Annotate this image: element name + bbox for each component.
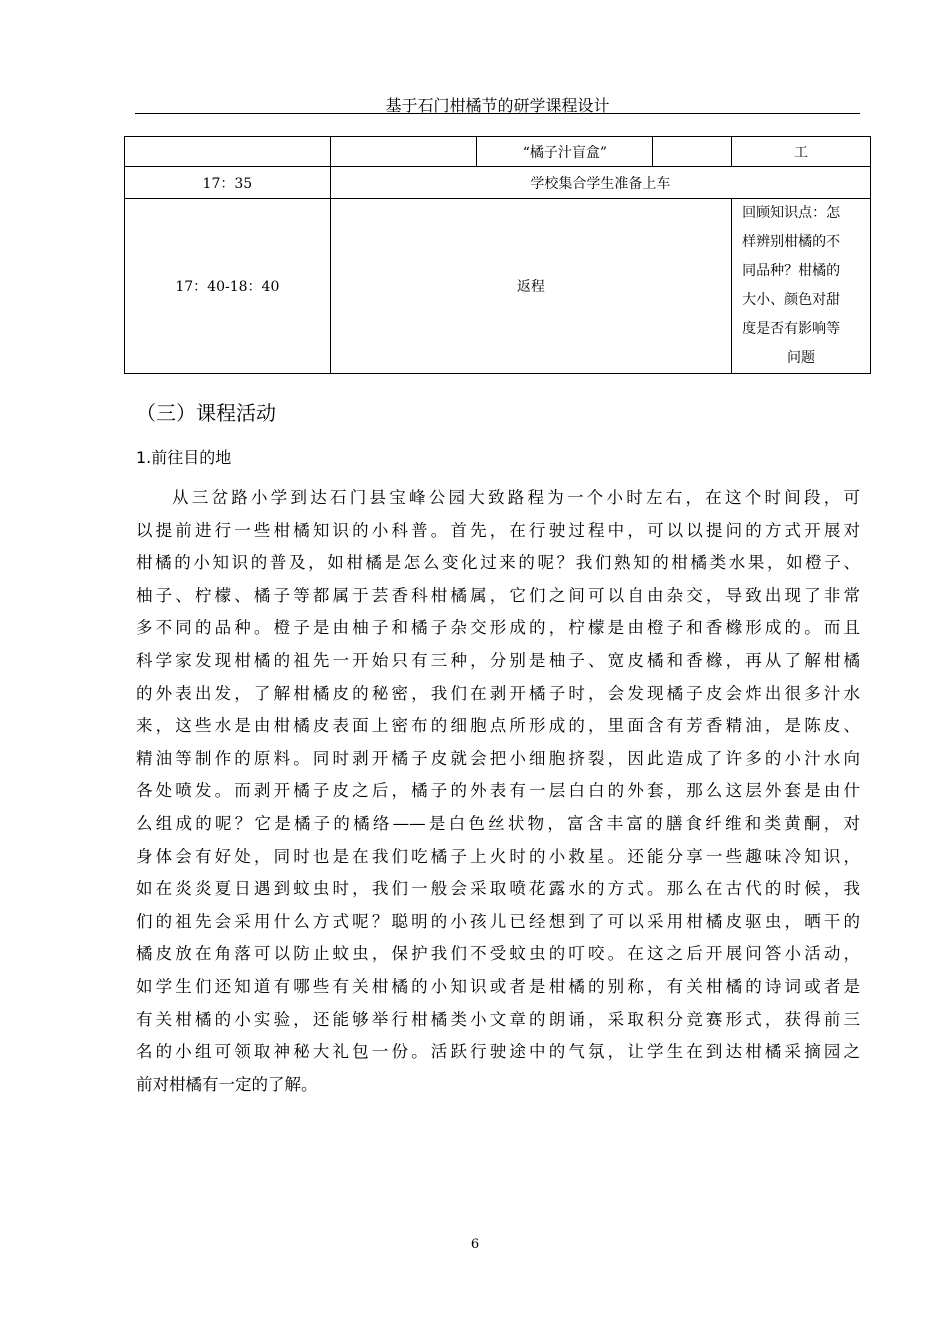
schedule-table xyxy=(124,136,871,374)
subsection-title: 1.前往目的地 xyxy=(136,448,232,467)
paragraph-line: 如学生们还知道有哪些有关柑橘的小知识或者是柑橘的别称，有关柑橘的诗词或者是 xyxy=(136,976,860,996)
table-cell-empty xyxy=(125,137,331,167)
table-cell-notes xyxy=(732,199,871,374)
table-cell-empty xyxy=(330,137,477,167)
paragraph-line: 各处喷发。而剥开橘子皮之后，橘子的外表有一层白白的外套，那么这层外套是由什 xyxy=(136,781,860,801)
paragraph-line: 有关柑橘的小实验，还能够举行柑橘类小文章的朗诵，采取积分竞赛形式，获得前三 xyxy=(136,1009,860,1029)
table-cell-staff: 工 xyxy=(732,137,871,167)
paragraph-line: 科学家发现柑橘的祖先一开始只有三种，分别是柚子、宽皮橘和香橼，再从了解柑橘 xyxy=(136,650,860,670)
table-row xyxy=(125,137,871,167)
table-cell-empty xyxy=(653,137,732,167)
page-number: 6 xyxy=(470,1237,480,1252)
paragraph-line: 的外表出发，了解柑橘皮的秘密，我们在剥开橘子时，会发现橘子皮会炸出很多汁水 xyxy=(136,683,860,703)
paragraph-line: 身体会有好处，同时也是在我们吃橘子上火时的小救星。还能分享一些趣味冷知识， xyxy=(136,846,860,866)
paragraph-line: 多不同的品种。橙子是由柚子和橘子杂交形成的，柠檬是由橙子和香橼形成的。而且 xyxy=(136,618,860,638)
section-title: （三）课程活动 xyxy=(136,401,276,425)
paragraph-line: 橘皮放在角落可以防止蚊虫，保护我们不受蚊虫的叮咬。在这之后开展问答小活动， xyxy=(136,944,860,964)
paragraph-line: 前对柑橘有一定的了解。 xyxy=(136,1074,318,1094)
note-line: 大小、颜色对甜 xyxy=(742,292,841,308)
paragraph-line: 柑橘的小知识的普及，如柑橘是怎么变化过来的呢？我们熟知的柑橘类水果，如橙子、 xyxy=(136,553,860,573)
table-cell-time: 17：40-18：40 xyxy=(125,199,331,374)
paragraph-line: 如在炎炎夏日遇到蚊虫时，我们一般会采取喷花露水的方式。那么在古代的时候，我 xyxy=(136,879,860,899)
paragraph-line: 柚子、柠檬、橘子等都属于芸香科柑橘属，它们之间可以自由杂交，导致出现了非常 xyxy=(136,585,860,605)
paragraph-line: 从三岔路小学到达石门县宝峰公园大致路程为一个小时左右，在这个时间段，可 xyxy=(172,488,860,507)
table-row xyxy=(125,199,871,374)
note-line: 回顾知识点：怎 xyxy=(742,205,841,221)
table-cell-activity: 学校集合学生准备上车 xyxy=(330,167,870,199)
paragraph-line: 来，这些水是由柑橘皮表面上密布的细胞点所形成的，里面含有芳香精油，是陈皮、 xyxy=(136,716,860,736)
paragraph-line: 精油等制作的原料。同时剥开橘子皮就会把小细胞挤裂，因此造成了许多的小汁水向 xyxy=(136,748,860,768)
header-rule xyxy=(135,113,860,114)
paragraph-line: 们的祖先会采用什么方式呢？聪明的小孩儿已经想到了可以采用柑橘皮驱虫，晒干的 xyxy=(136,911,860,931)
note-line: 样辨别柑橘的不 xyxy=(742,234,841,250)
note-line: 同品种？柑橘的 xyxy=(742,263,841,279)
paragraph-line: 名的小组可领取神秘大礼包一份。活跃行驶途中的气氛，让学生在到达柑橘采摘园之 xyxy=(136,1042,860,1062)
table-row xyxy=(125,167,871,199)
table-cell-activity: “橘子汁盲盒” xyxy=(477,137,653,167)
page-header-title: 基于石门柑橘节的研学课程设计 xyxy=(385,96,610,115)
table-cell-activity: 返程 xyxy=(330,199,731,374)
body-paragraph xyxy=(136,482,860,1101)
paragraph-line: 以提前进行一些柑橘知识的小科普。首先，在行驶过程中，可以以提问的方式开展对 xyxy=(136,520,860,540)
table-cell-time: 17：35 xyxy=(125,167,331,199)
note-line: 问题 xyxy=(787,350,816,366)
paragraph-line: 么组成的呢？它是橘子的橘络——是白色丝状物，富含丰富的膳食纤维和类黄酮，对 xyxy=(136,813,860,833)
note-line: 度是否有影响等 xyxy=(742,321,841,337)
